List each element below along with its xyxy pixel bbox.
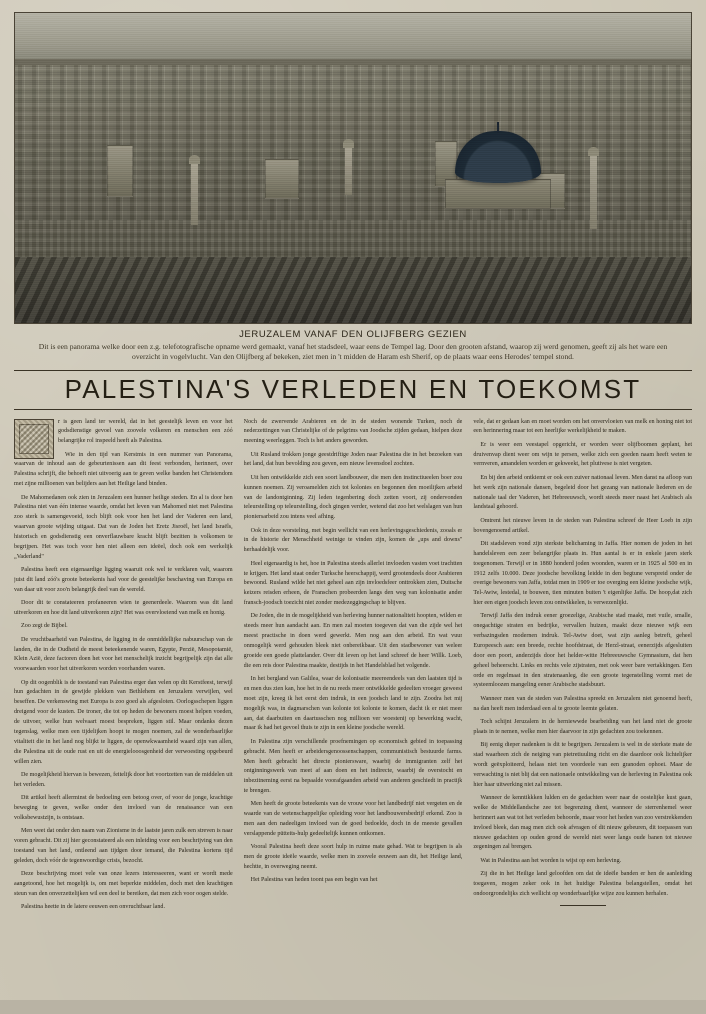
- paragraph: In Palestina zijn verschillende proefnemingen op economisch gebied in toepassing gebracht. Men heeft er arbeidersgenoossenschappen, communistisch bestuurde farms. Men heeft gebracht het directe pioniersware, waarbij de immigranten zelf het ontginningswerk van meet af aan doen en het indirecte, waarbij de overstocht en inbezitneming eerst na bepaalde voorafgaanden arbeid van anderen geschiedt in practijk te brengen.: [243, 738, 463, 795]
- paragraph: Deze beschrijving moet vele van onze lezers interesseeren, want er wordt mede aangetoond, hoe het mogelijk is, om met beperkte middelen, doch met den krachtigen steun van den onverzettelijken wil een deel te bereiken, dat men zich voor oogen stelde.: [14, 871, 233, 897]
- paragraph: vele, dat er gedaan kan en moet worden om het onvervloeien van melk en honing niet tot een herinnering maar tot een heerlijke werkelijkheid te maken.: [473, 418, 693, 435]
- paragraph: En bij den arbeid ontkiemt er ook een zuiver nationaal leven. Men danst na afloop van het werk zijn nationale dansen, begeleid door het gezang van nationale liederen en de nationale taal der Vaderen, het Hebreeuwsch, wordt steeds meer naast het Arabisch als landstaal gehoord.: [473, 474, 693, 511]
- photo-foreground: [15, 257, 691, 323]
- article-column-2: [244, 418, 463, 1014]
- photo-caption: JERUZALEM VANAF DEN OLIJFBERG GEZIEN: [239, 329, 467, 340]
- paragraph: Toch schijnt Jeruzalem in de herniewwde bearbeiding van het land niet de groote plaats in te nemen, welke men hier daarvoor in zijn gedachten zou toekennen.: [473, 719, 693, 735]
- paragraph: Door dit te constateeren profaneeren wien te geenerdeele. Waarom was dit land uitverkoren en hoe dit land uitverkoren zijn? Het was overvloeiend van melk en honig.: [14, 600, 233, 616]
- decorative-initial-ornament: [14, 419, 54, 459]
- headline-rules: [14, 370, 692, 410]
- article-end-rule: [560, 905, 606, 906]
- photo-building: [107, 145, 133, 197]
- paragraph: Wanneer men van de steden van Palestina spreekt en Jeruzalem niet genoemd heeft, na dan heeft men inderdaad een al te groote leemte gelaten.: [473, 695, 693, 712]
- paragraph: Men weet dat onder den naam van Zionisme in de laatste jaren zulk een streven is naar voren gebracht. Dit zij hier geconstateerd als een inleiding voor een beschrijving van den toestand van het land, ontleend aan tijdgen door iemand, die Palestina kortens tijd geleden, doch vóór de tegenwoordige crisis, bezocht.: [14, 828, 233, 864]
- article-column-3: [473, 418, 692, 1014]
- paragraph: De Mahomedanen ook zien in Jeruzalem een hunner heilige steden. En al is door hen Palestina niet van één intense waarde, omdat het leven van Mahomed niet met Palestina zoo sterk is samengevoeid, toch blijft ook voor hen het land der Vaderen een land, waarvan groote wijding uitgaat. Dat van de Joden het Eretz Jisroël, het land Israëls, historisch en godsdienstig een onverflauwbare kracht blijft bezitten is volkomen te begrijpen. Het was toch voor hen niet alleen een ideëel, doch ook een werkelijk „Vaderland": [14, 494, 233, 560]
- paragraph: Dit stadsleven vond zijn sterkste belichaming in Jaffa. Hier nomen de joden in het handelsleven een zeer belangrijke plaats in. Hun aantal is er in enkele jaren sterk toegenomen. Terwijl er in 1880 honderd joden woonden, waren er in 1925 al 500 en in 1912 zelfs 10.000. Deze joodsche bevolking leidde in den begtune verspreid onder de overige bewoners van Jaffa, totdat men in 1909 er toe overging een kleine joodsche wijk, Tel-Awiw, lestedal, te bouwen, tien minuten buiten 't eigenlijke Jaffa. De hoop,dat zich hier een eigen joodsch leven zou ontwikkelen, is verwezenlijkt.: [473, 540, 693, 607]
- paragraph: Vooral Palestina heeft deze soort hulp in ruime mate gehad. Wat te begrijpen is als men de groote ideële waarde, welke men in zoovele eeuwen aan dit, het Heilige land, hechtte, in overweging neemt.: [243, 844, 463, 871]
- paragraph: Noch de zwervende Arabieren en de in de steden wonende Turken, noch de nederzettingen van Christelijke of de pelgrims van Joodsche zijden gedaan, hielpen deze meening weerleggen. Toch is het anders geworden.: [243, 418, 463, 445]
- photo-building: [265, 159, 299, 199]
- page-title: PALESTINA'S VERLEDEN EN TOEKOMST: [64, 373, 642, 404]
- article-columns: [14, 418, 692, 1014]
- paragraph: Dit artikel heeft allerminst de bedoeling een betoog over, of voor de jonge, krachtige beweging te geven, welke onder den invloed van de renaissance van een volksbewustzijn, is ontstaan.: [14, 795, 233, 821]
- article-column-1: [14, 418, 233, 1014]
- paragraph: Bij eenig dieper nadenken is dit te begrijpen. Jeruzalem is wel in de sterkste mate de stad waarheen zich de neiging van pietretiuuling richt en die daardoor ook lichtelijker wordt geëxploiteerd, helaas niet ten voordeele van een granoden ophoei. Maar de verwachting is niet blij dat een nationaele ontwikkeling van de herleving in Palestina ook hier haar uitwerking niet zal missen.: [473, 742, 693, 788]
- paragraph: Omtrent het nieuwe leven in de steden van Palestina schreef de Heer Loeb in zijn bovengenoemd artikel.: [473, 517, 693, 534]
- panorama-photo: [15, 13, 691, 323]
- photo-dome-platform: [445, 179, 551, 209]
- paragraph: Zoo zegt de Bijbel.: [21, 623, 68, 630]
- paragraph: Zij die in het Heilige land geloofden om dat de ideële banden er hen de aanleiding toegaven, mogen zeker ook in het huidige Palestina belangstellen, omdat het ondoorgrondelijks zich wellicht op wonderbaarlijke wijze zou kunnen herhalen.: [473, 871, 693, 897]
- paragraph: Wat in Palestina aan het worden is wijst op een herleving.: [480, 857, 622, 864]
- paragraph: Wanneer de kenntikkken lulden en de gedachten weer naar de oostelijke kust gaan, welke de Middellandsche zee tot begrenzing dient, wanneer de sterrenhemel weer herinnert aan wat tot het verleden behoorde, maar voor het heden van zoo verstrekkenden invloed bleek, dan mag men zich ook afvragen of dit nieuw gebeuren, dit toepassen van nieuwe gedachten op ouden grond de wereld niet weer langs oude banen tot nieuwe zegeningen zal brengen.: [473, 795, 693, 851]
- paragraph: Op dit oogenblik is de toestand van Palestina erger dan velen op dit Kerstfeest, terwijl hun gedachten in de gewijde plekken van Bethlehem en Jeruzalem verwijlen, wel beseffen. De verkenswing met Europa is zoo goed als afgesloten. Oorlogsschepen liggen dreigend voor de kusten. De troner, die tot op heden de bewoners moest helpen voeden, de uitvoer, welke hun welvaart moest bespreken, liggen stil. Maar ondanks dezen tegenslag, welke men een tijdelijken hoopt te mogen noemen, zal de wonderbaarlijke vitaliteit die in het land nog blijkt te liggen, de openwkwaamheid waard zijn van allen, die Palestina uit de oude rust en uit de energielooosgenheid der verwoesting opgebeurd willen zien.: [14, 679, 233, 765]
- panorama-photo-frame: [14, 12, 692, 324]
- paragraph: Heel eigenaardig is het, hoe in Palestina steeds allerlei invloeden vasten voet trachtten te krijgen. Het land staat onder Turksche heerschappij, werd grootendeels door Arabieren bewoond. Rusland wilde het niet geheel aan zijn invloedsfeer onttrokken zien, Duitsche keizers reisden erheen, de Franschen probeerden langs den weg van kolonisatie ander fransch-joodsch toezicht niet zonder medezeggingschap te blijven.: [243, 560, 463, 607]
- photo-minaret: [191, 163, 198, 225]
- paragraph: Palestina heette in de latere eeuwen een onvruchtbaar land.: [21, 904, 165, 911]
- paragraph: De Joden, die in de mogelijkheid van herleving hunner nationaliteit hoopten, wilden er steeds meer hun aandacht aan. En men zal moeten toegeven dat van die zijde wel het meest practische in doen werd gewerkt. Men nog aan den arbeid. En wat vuur onmogelijk werd gehouden bleek niet onbereikbaar. Uit den stadbewoner van weleer groeide een goede plattelander. Over dit leven op het land schreef de heer Willk. Loeb, die een reis door Palestina maakte, destijds in het Handelsblad het volgende.: [243, 613, 463, 669]
- paragraph: Het Palestina van heden toont pas een begin van het: [250, 877, 378, 884]
- paragraph: Uit Rusland trokken jonge geestdriftige Joden naar Palestina die in het bezoeken van het land, dat hun bevolding zou geven, een nieuw levensdoel zochten.: [243, 451, 463, 468]
- paragraph: In het bergland van Galilea, waar de kolonisatie meereendeels van den laatsten tijd is en men dus zien kan, hoe het in de nu reeds meer ontwikkelde gedeelten vroeger geweest moet zijn, kreeg ik het eerst den indruk, in een joodsch land te zijn. Zoodra het mij mogelijk was, in dagmarschen van kolonie tot kolonie te komen, dacht ik er niet meer aan, dat daarbuiten en daartusschen nog millioen ver woestenij op bewerking wacht, maar ik had het gevoel thuis te zijn in een kleine joodsche wereld.: [243, 676, 463, 732]
- paragraph: Er is weer een veestapel opgericht, er worden weer olijfboomen geplant, het druivenvap dient weer om wijn te persen, welke zich een goeden naam heeft weten te vernveren, amandelen worden er gekweekt, het plutivese is niet vergeten.: [473, 441, 693, 468]
- photo-minaret: [590, 155, 597, 229]
- paragraph: Men heeft de groote beteekenis van de vrouw voor het landbedrijf niet vergeten en de waarde van de wetenschappelijke opleiding voor het landbouwersbedrijf erkend. Zoo is men aan den nadeeligen invloed van de goed bedoelde, doch in de meeste gevallen verslappende pütteits-hulp gedeeltelijk kunnen ontkomen.: [243, 801, 463, 838]
- paragraph: De vruchtbaarheid van Palestina, de ligging in de onmiddellijke nabuurschap van de landen, die in de Oudheid de meest beteekenende waren, Egypte, Perzië, Mesopotamië, Klein Azië, deze factoren doen het voor het menschelijk inzicht begrijpelijk zijn dat alle voorwaarden voor het uitverkoren worden voorhanden waren.: [14, 636, 233, 673]
- paragraph: Uit hen ontwikkelde zich een soort landbouwer, die men den instinctiueelen boer zou kunnen noemen. Zij veroamelden zich tot kolonies en begonnen den moeilijken arbeid van de landontginning. Zij leden tegenbering doch zetten voort, zij ondervonden teleurstelling op teleurstelling, doch gingen verder, wetend dat zoo het welslagen van hun pioniersarbeid zou intens veel afhing.: [243, 474, 463, 521]
- photo-caption-note: Dit is een panorama welke door een z.g. telefotografische opname werd gemaakt, vanaf het stadsdeel, waar eens de Tempel lag. Door den grooten afstand, waarop zij werd genomen, geeft zij als het ware een overzicht in vogelvlucht. Van den Olijfberg af bekeken, ziet men in 't midden de Haram esh Sherif, op de plaats waar eens Herodes' tempel stond.: [38, 342, 668, 362]
- photo-minaret: [345, 147, 352, 195]
- paragraph: Ook in deze worsteling, met begin wellicht van een herlevingsgeschiedenis, zooals er in de historie der Menschheid weinige te vinden zijn, komen de „ups and downs" herhaaldelijk voor.: [243, 527, 463, 554]
- paragraph: r is geen land ter wereld, dat in het geestelijk leven en voor het godsdienstige gevoel van zoovele volkeren en menschen een zóó belangrijke rol inspeeld heeft als Palestina.: [58, 418, 233, 445]
- paragraph: Wie in den tijd van Kerstmis in een nummer van Panorama, waarvan de inhoud aan de gebeurtenissen aan dit feest verbonden, herinnert, over Palestina schrijft, die behoeft niet uitvoerig aan te geven welke banden het Christendom met zijne millioenen van belijders aan het Heilige land binden.: [14, 451, 233, 488]
- paragraph: Palestina heeft een eigenaardige ligging waaruit ook wel te verklaren valt, waarom juist dit land zóó's groote beteekenis had voor de geestelijke beschaving van Europa en van daar uit voor zoo'n belangrijk deel van de wereld.: [14, 567, 233, 593]
- paragraph: De mogelijkheid hiervan is bewezen, feitelijk door het voortzetten van de middelen uit het verleden.: [14, 771, 233, 788]
- paragraph: Terwijl Jaffa den indruk eener groezelige, Arabische stad maakt, met vuile, smalle, onegachtige straten en bedrijke, vervallen huizen, maakt deze nieuwe wijk een verbazingsden modernen indruk. Tel-Awiw doet, wat zijn aanleg betreft, geheel Europeesch aan: een breede, rechte hoofdstraat, de Herzl-straat, eenerzijds afgesluiten door een poort, anderzijds door het helder-witte Hebreeuwsche Gymnasium, dat hen geheel beheerscht. Links en rechts vele zijstraten, met ook weer bare vertakkingen. Een orde en regelmaat in den stratenaanleg, die een groote tegenstelling vormt met de systeemloozen mangeling eener Arabische stadsbuurt.: [473, 613, 693, 689]
